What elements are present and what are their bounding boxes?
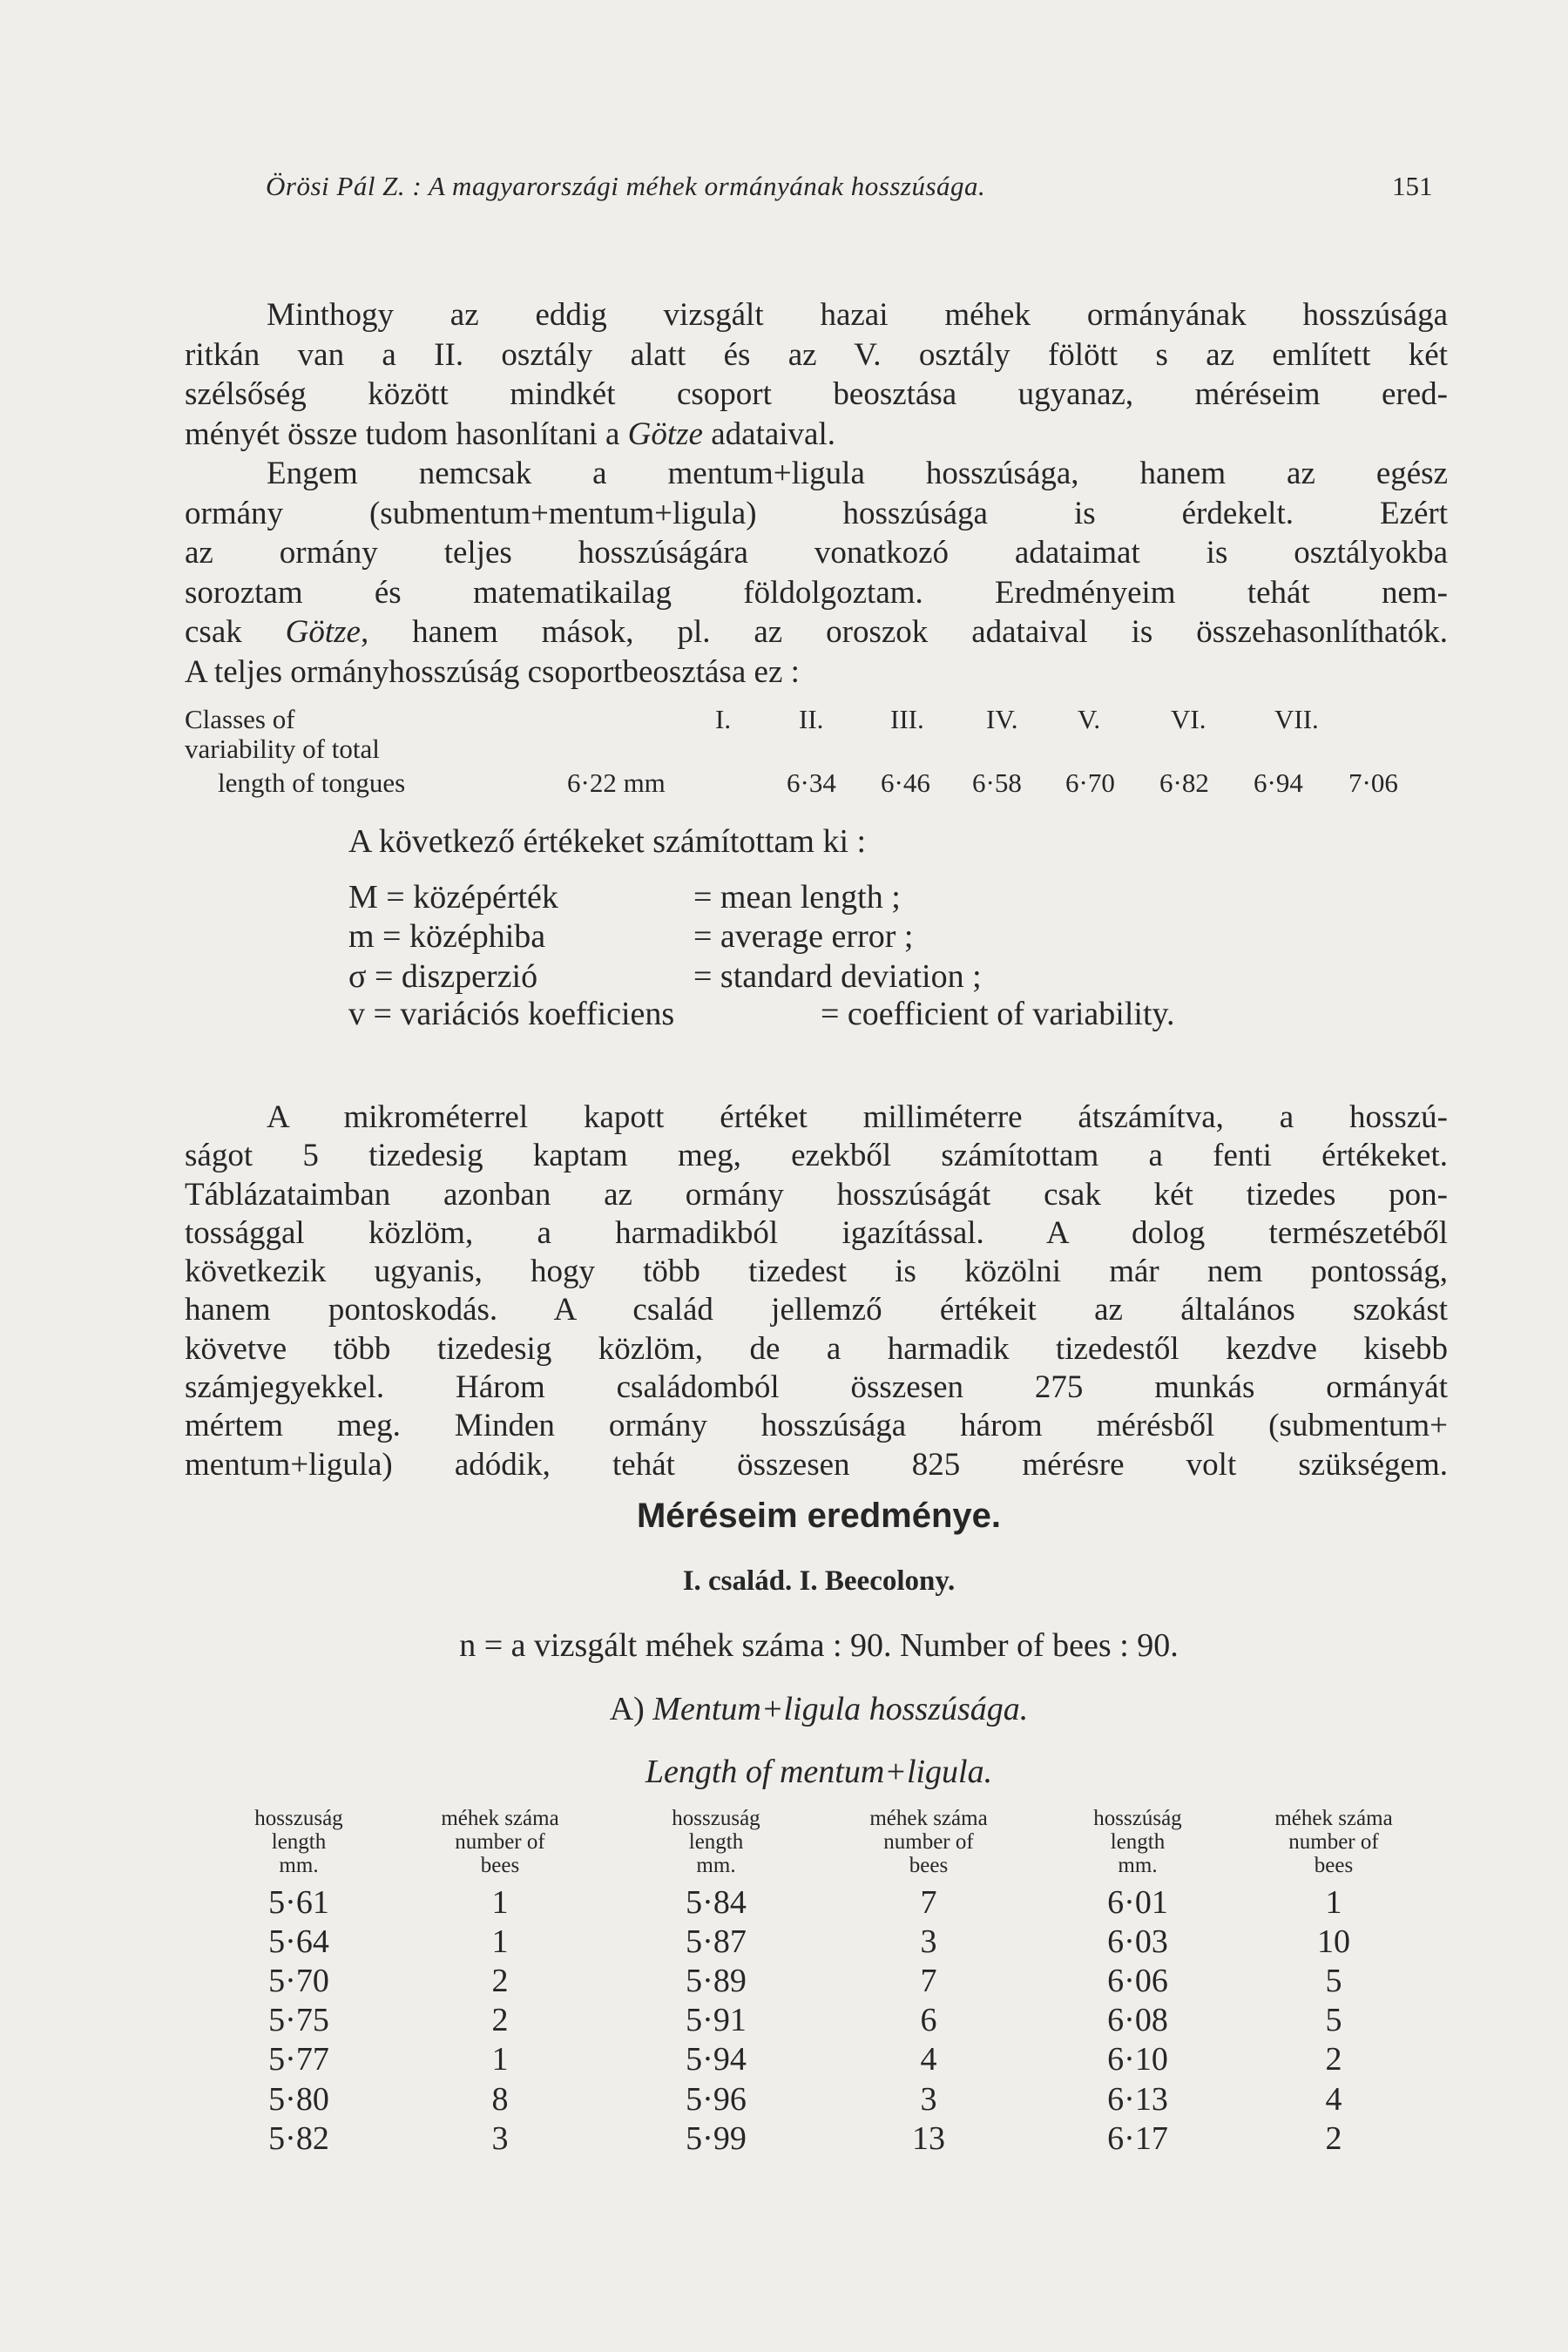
text-segment: A mikrométerrel kapott értéket milliméterre átszámítva, a hosszú-: [267, 1099, 1448, 1135]
italic-name: Götze,: [285, 614, 369, 650]
column-header: [1238, 1807, 1429, 1877]
column-header-line: méhek száma: [869, 1807, 988, 1830]
class-numeral: I.: [715, 704, 732, 734]
text-line: [185, 1253, 1448, 1291]
class-boundary: 6·58: [972, 767, 1022, 798]
bee-count-cell: 1: [491, 1923, 509, 1961]
paragraph-2: [185, 1098, 1448, 1484]
class-numeral: IV.: [986, 704, 1018, 734]
bee-count-cell: 1: [1325, 1884, 1342, 1921]
column-header-line: méhek száma: [1274, 1807, 1393, 1830]
definition-english: = coefficient of variability.: [821, 996, 1175, 1032]
bee-count-cell: 1: [491, 2041, 509, 2078]
column-header-line: mm.: [696, 1854, 736, 1877]
computed-intro: A következő értékeket számítottam ki :: [348, 823, 867, 860]
bee-count-cell: 4: [1325, 2080, 1342, 2118]
column-header-line: number of: [455, 1830, 545, 1854]
text-line: [185, 533, 1448, 573]
text-line: [185, 1214, 1448, 1253]
bee-count-cell: 4: [920, 2041, 937, 2078]
class-boundary: 6·34: [787, 767, 836, 798]
length-cell: 6·01: [1107, 1884, 1168, 1921]
text-segment: adataival.: [702, 416, 836, 452]
class-numeral: II.: [799, 704, 824, 734]
text-line: [185, 1330, 1448, 1369]
bee-count-cell: 8: [491, 2080, 509, 2118]
length-cell: 5·61: [268, 1884, 329, 1921]
column-header-line: length: [688, 1830, 744, 1854]
class-boundary: 6·22 mm: [567, 767, 666, 798]
column-header-line: length: [271, 1830, 327, 1854]
text-segment: ságot 5 tizedesig kaptam meg, ezekből számítottam a fenti értékeket.: [185, 1138, 1448, 1174]
family-title: I. család. I. Beecolony.: [682, 1565, 956, 1597]
text-line: [185, 1407, 1448, 1445]
italic-name: Götze: [627, 416, 703, 452]
paragraph-1: [185, 295, 1448, 692]
bee-count-cell: 6: [920, 2002, 937, 2039]
bee-count-cell: 7: [920, 1963, 937, 2000]
text-line: [185, 1137, 1448, 1175]
text-line: [185, 1098, 1448, 1137]
length-cell: 6·03: [1107, 1923, 1168, 1961]
definition-term: M = középérték: [348, 879, 558, 916]
bee-count-cell: 13: [912, 2119, 945, 2157]
text-segment: ményét össze tudom hasonlítani a: [185, 416, 628, 452]
length-cell: 5·82: [268, 2119, 329, 2157]
text-segment: Minthogy az eddig vizsgált hazai méhek ormányának hosszúsága: [267, 297, 1448, 333]
length-cell: 5·80: [268, 2080, 329, 2118]
section-title: Méréseim eredménye.: [636, 1497, 1001, 1535]
column-header-line: hosszúság: [1093, 1807, 1182, 1830]
length-cell: 6·10: [1107, 2041, 1168, 2078]
bee-count-cell: 2: [1325, 2041, 1342, 2078]
class-numeral: III.: [890, 704, 924, 734]
subtitle-hu: [0, 1690, 1568, 1728]
column-header-line: méhek száma: [441, 1807, 559, 1830]
text-segment: tossággal közlöm, a harmadikból igazítással. A dolog természetéből: [185, 1214, 1448, 1251]
column-header: [833, 1807, 1024, 1877]
bee-count-cell: 1: [491, 1884, 509, 1921]
definition-english: = average error ;: [693, 918, 914, 955]
text-line: [185, 1291, 1448, 1329]
column-header: [404, 1807, 596, 1877]
bee-count-cell: 3: [920, 2080, 937, 2118]
sample-size: n = a vizsgált méhek száma : 90. Number of bees : 90.: [459, 1627, 1179, 1664]
text-segment: hanem pontoskodás. A család jellemző értékeit az általános szokást: [185, 1292, 1448, 1328]
bee-count-cell: 5: [1325, 1963, 1342, 2000]
column-header-line: hosszuság: [672, 1807, 760, 1830]
column-header-line: bees: [480, 1854, 520, 1877]
text-segment: következik ugyanis, hogy több tizedest is közölni már nem pontosság,: [185, 1254, 1448, 1290]
subtitle-letter: A): [609, 1691, 653, 1727]
text-line: [185, 295, 1448, 335]
text-line: [185, 652, 1448, 693]
length-cell: 5·91: [686, 2002, 747, 2039]
text-line: [185, 1446, 1448, 1484]
subtitle-hu-text: [610, 1691, 1029, 1727]
bee-count-cell: 10: [1317, 1923, 1350, 1961]
class-boundary: 7·06: [1348, 767, 1398, 798]
length-cell: 6·06: [1107, 1963, 1168, 2000]
bee-count-cell: 5: [1325, 2002, 1342, 2039]
length-cell: 6·08: [1107, 2002, 1168, 2039]
text-segment: mentum+ligula) adódik, tehát összesen 825 mérésre volt szükségem.: [185, 1446, 1448, 1483]
class-numeral: V.: [1078, 704, 1101, 734]
subtitle-text: Mentum+ligula hosszúsága.: [652, 1691, 1029, 1727]
column-header-line: length: [1110, 1830, 1166, 1854]
text-line: [185, 573, 1448, 613]
class-label-line: Classes of: [185, 704, 295, 734]
text-line: [185, 375, 1448, 415]
length-cell: 5·94: [686, 2041, 747, 2078]
text-line: [185, 612, 1448, 652]
text-segment: szélsőség között mindkét csoport beosztása ugyanaz, méréseim ered-: [185, 376, 1448, 412]
column-header: [203, 1807, 395, 1877]
text-line: [185, 454, 1448, 494]
text-line: [185, 415, 1448, 455]
text-segment: soroztam és matematikailag földolgoztam. Eredményeim tehát nem-: [185, 574, 1448, 611]
definition-english: = standard deviation ;: [693, 958, 982, 995]
column-header-line: number of: [883, 1830, 974, 1854]
length-cell: 5·87: [686, 1923, 747, 1961]
length-cell: 6·13: [1107, 2080, 1168, 2118]
class-numeral: VI.: [1171, 704, 1206, 734]
column-header-line: bees: [1314, 1854, 1354, 1877]
column-header-line: bees: [909, 1854, 949, 1877]
page-number: 151: [1392, 171, 1433, 201]
text-line: [185, 1369, 1448, 1407]
text-segment: ritkán van a II. osztály alatt és az V. osztály fölött s az említett két: [185, 336, 1448, 373]
column-header-line: mm.: [279, 1854, 319, 1877]
text-segment: hanem mások, pl. az oroszok adataival is összehasonlíthatók.: [368, 614, 1448, 650]
definition-english: = mean length ;: [693, 879, 901, 916]
column-header: [1042, 1807, 1233, 1877]
bee-count-cell: 3: [491, 2119, 509, 2157]
definition-term: σ = diszperzió: [348, 958, 538, 995]
text-segment: az ormány teljes hosszúságára vonatkozó adataimat is osztályokba: [185, 535, 1448, 571]
class-boundary: 6·46: [881, 767, 930, 798]
text-segment: Engem nemcsak a mentum+ligula hosszúsága, hanem az egész: [267, 456, 1448, 491]
class-numeral: VII.: [1274, 704, 1319, 734]
text-segment: követve több tizedesig közlöm, de a harmadik tizedestől kezdve kisebb: [185, 1330, 1448, 1367]
length-cell: 5·99: [686, 2119, 747, 2157]
text-segment: Táblázataimban azonban az ormány hosszúságát csak két tizedes pon-: [185, 1176, 1448, 1213]
length-cell: 6·17: [1107, 2119, 1168, 2157]
text-line: [185, 1176, 1448, 1214]
text-segment: ormány (submentum+mentum+ligula) hosszúsága is érdekelt. Ezért: [185, 495, 1448, 531]
text-line: [185, 494, 1448, 534]
class-label-line: length of tongues: [218, 767, 406, 798]
running-title: Örösi Pál Z. : A magyarországi méhek ormányának hosszúsága.: [266, 171, 986, 201]
text-segment: csak: [185, 614, 286, 650]
text-segment: számjegyekkel. Három családomból összesen 275 munkás ormányát: [185, 1369, 1448, 1406]
length-cell: 5·84: [686, 1884, 747, 1921]
length-cell: 5·96: [686, 2080, 747, 2118]
column-header: [620, 1807, 812, 1877]
bee-count-cell: 2: [491, 2002, 509, 2039]
definition-term: m = középhiba: [348, 918, 546, 955]
length-cell: 5·89: [686, 1963, 747, 2000]
bee-count-cell: 3: [920, 1923, 937, 1961]
class-boundary: 6·94: [1254, 767, 1303, 798]
column-header-line: mm.: [1118, 1854, 1158, 1877]
length-cell: 5·64: [268, 1923, 329, 1961]
column-header-line: hosszuság: [254, 1807, 343, 1830]
length-cell: 5·77: [268, 2041, 329, 2078]
class-label-line: variability of total: [185, 733, 380, 764]
bee-count-cell: 2: [491, 1963, 509, 2000]
class-boundary: 6·70: [1065, 767, 1115, 798]
column-header-line: number of: [1288, 1830, 1379, 1854]
text-line: [185, 335, 1448, 375]
bee-count-cell: 7: [920, 1884, 937, 1921]
definition-term: v = variációs koefficiens: [348, 996, 675, 1032]
text-segment: mértem meg. Minden ormány hosszúsága három mérésből (submentum+: [185, 1408, 1448, 1444]
subtitle-en: Length of mentum+ligula.: [645, 1754, 993, 1790]
text-segment: A teljes ormányhosszúság csoportbeosztása ez :: [185, 653, 800, 690]
bee-count-cell: 2: [1325, 2119, 1342, 2157]
length-cell: 5·75: [268, 2002, 329, 2039]
class-boundary: 6·82: [1159, 767, 1209, 798]
length-cell: 5·70: [268, 1963, 329, 2000]
